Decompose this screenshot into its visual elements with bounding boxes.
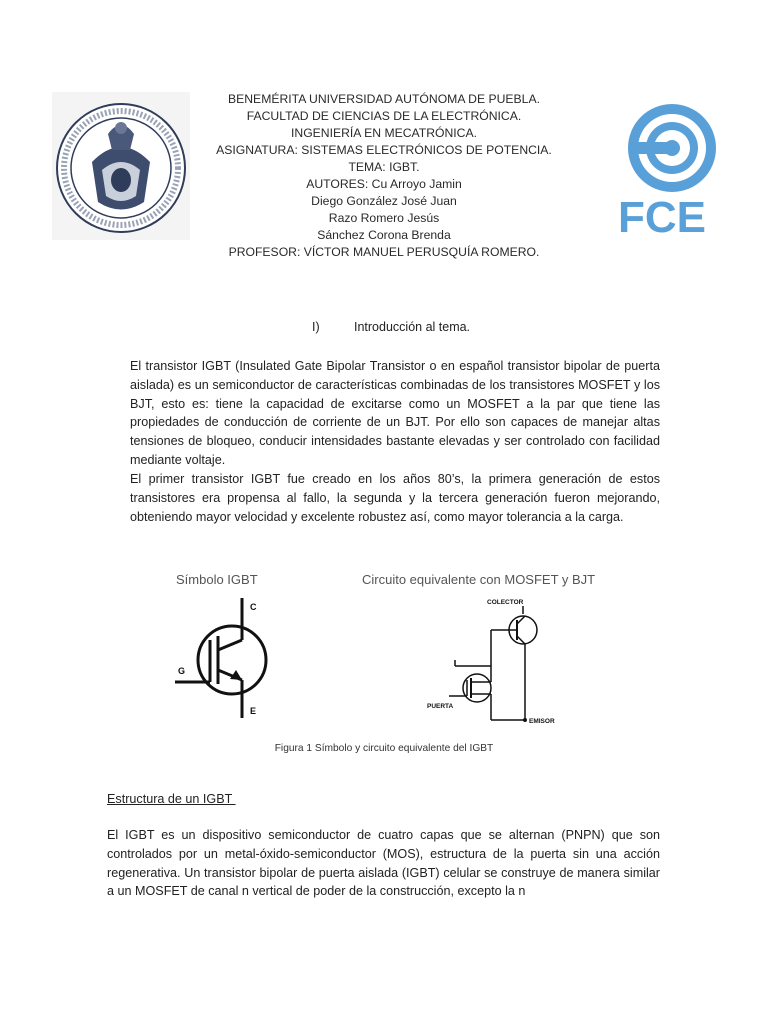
intro-paragraph-2-text: El primer transistor IGBT fue creado en los años 80’s, la primera generación de estos transistores era propensa al fallo, la segunda y la tercera generación fueron mejorando, obteniendo mayor velocidad y excelente robustez así, como mayor tolerancia a la carga. [130, 472, 660, 524]
section-title: Introducción al tema. [354, 320, 471, 334]
header-faculty: FACULTAD DE CIENCIAS DE LA ELECTRÓNICA. [246, 109, 522, 123]
structure-heading: Estructura de un IGBT [107, 792, 236, 806]
university-seal-logo [52, 92, 190, 240]
document-header [200, 91, 568, 261]
header-university: BENEMÉRITA UNIVERSIDAD AUTÓNOMA DE PUEBLA. [228, 92, 540, 106]
header-professor: PROFESOR: VÍCTOR MANUEL PERUSQUÍA ROMERO. [228, 245, 540, 259]
structure-paragraph [107, 826, 660, 901]
section-number: I) [312, 320, 320, 334]
fce-logo [614, 98, 726, 240]
intro-paragraph-1 [130, 357, 660, 470]
label-emisor: EMISOR [529, 718, 555, 725]
header-author-2: Diego González José Juan [311, 194, 457, 208]
section-heading [312, 320, 470, 334]
label-g: G [178, 666, 186, 676]
intro-paragraph-2 [130, 470, 660, 526]
fce-logo-text: FCE [618, 193, 706, 240]
label-colector: COLECTOR [487, 599, 524, 606]
label-c: C [250, 602, 257, 612]
figure-left-title: Símbolo IGBT [176, 572, 258, 587]
structure-paragraph-text: El IGBT es un dispositivo semiconductor de cuatro capas que se alternan (PNPN) que son controlados por un metal-óxido-semiconductor (MOS), estructura de la puerta sin una acción regenerativa. Un transistor bipolar de puerta aislada (IGBT) celular se construye de manera similar a un MOSFET de canal n vertical de poder de la construcción, excepto la n [107, 828, 660, 899]
header-topic: TEMA: IGBT. [348, 160, 420, 174]
equivalent-circuit-diagram [425, 594, 575, 734]
figure-caption: Figura 1 Símbolo y circuito equivalente del IGBT [274, 743, 494, 754]
igbt-figure [170, 568, 650, 738]
figure-right-title: Circuito equivalente con MOSFET y BJT [362, 572, 596, 587]
igbt-symbol-diagram [170, 592, 310, 722]
header-author-4: Sánchez Corona Brenda [317, 228, 451, 242]
header-authors: AUTORES: Cu Arroyo Jamin [306, 177, 462, 191]
label-e: E [250, 706, 257, 716]
label-puerta: PUERTA [427, 703, 454, 710]
header-author-3: Razo Romero Jesús [328, 211, 440, 225]
header-subject: ASIGNATURA: SISTEMAS ELECTRÓNICOS DE POTENCIA. [216, 143, 552, 157]
header-program: INGENIERÍA EN MECATRÓNICA. [291, 126, 477, 140]
intro-paragraph-1-text: El transistor IGBT (Insulated Gate Bipolar Transistor o en español transistor bipolar de puerta aislada) es un semiconductor de características combinadas de los transistores MOSFET y los BJT, esto es: tiene la capacidad de excitarse como un MOSFET a la par que tiene las propiedades de conducción de corriente de un BJT. Por ello son capaces de manejar altas tensiones de bloqueo, conducir intensidades bastante elevadas y ser controlado con facilidad mediante voltaje. [130, 359, 660, 467]
